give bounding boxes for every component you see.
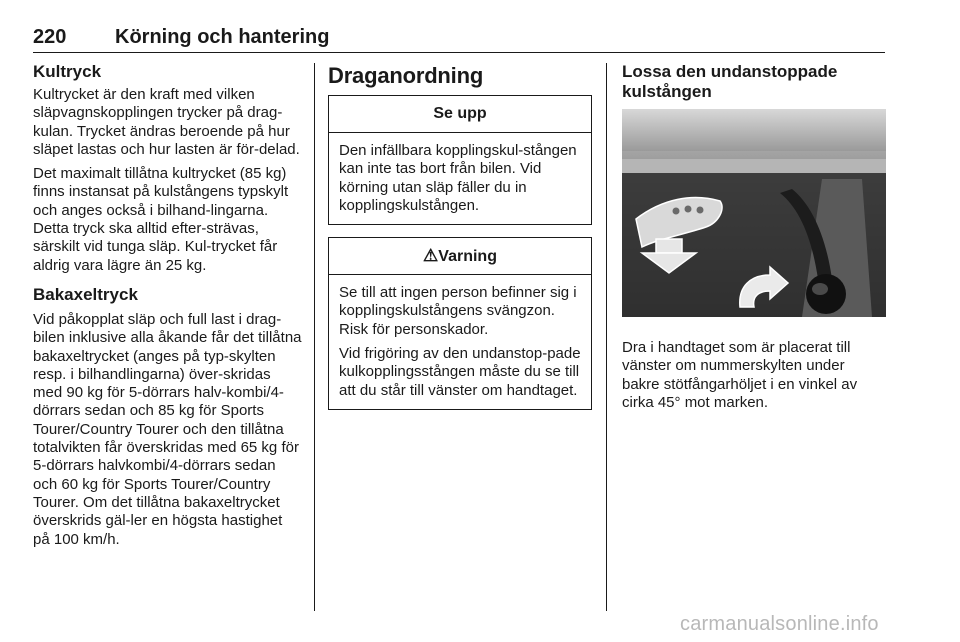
section-title-kultryck: Kultryck <box>33 62 102 81</box>
bakaxel-paragraph: Vid påkopplat släp och full last i drag-bilen inklusive alla åkande får det tillåtna bakaxeltrycket (anges på typ-skylten resp. i bilhandlingarna) över-skridas med 90 kg för 5-dörrars halv-kombi/4-dörrars sedan och 85 kg för Sports Tourer/Country Tourer och den tillåtna totalvikten får överskridas med 65 kg för 5-dörrars halvkombi/4-dörrars sedan och 60 kg för Sports Tourer/Country Tourer. Om det tillåtna bakaxeltrycket överskrids gäl-ler en högsta hastighet på 100 km/h. <box>33 310 302 548</box>
kultryck-paragraph-1: Kultrycket är den kraft med vilken släpvagnskopplingen trycker på drag-kulan. Trycket ändras beroende på hur släpet lastas och hur lasten är för-delad. <box>33 86 300 158</box>
towbar-release-photo <box>622 109 886 317</box>
warning-text-1: Se till att ingen person befinner sig i kopplingskulstångens svängzon. Risk för personskador. <box>339 284 577 338</box>
page-number: 220 <box>33 26 67 48</box>
warning-heading-row <box>329 238 591 275</box>
section-title-bakaxeltryck: Bakaxeltryck <box>33 284 138 304</box>
page-header <box>33 26 885 53</box>
warning-triangle-icon: ⚠ <box>423 246 439 266</box>
column-left <box>33 62 303 549</box>
watermark: carmanualsonline.info <box>680 613 879 635</box>
column-divider-1 <box>314 63 315 611</box>
warning-box <box>328 237 592 410</box>
column-right <box>622 62 886 412</box>
section-title-lossa: Lossa den undanstoppade kulstången <box>622 62 838 101</box>
caution-text: Den infällbara kopplingskul-stången kan inte tas bort från bilen. Vid körning utan släp fäller du in kopplingskulstången. <box>339 142 577 214</box>
column-divider-2 <box>606 63 607 611</box>
warning-text-2: Vid frigöring av den undanstop-pade kulkopplingsstången måste du se till att du står till vänster om handtaget. <box>339 345 581 399</box>
caution-heading: Se upp <box>329 96 591 133</box>
column-middle <box>328 62 592 410</box>
lossa-paragraph: Dra i handtaget som är placerat till vänster om nummerskylten under bakre stötfångarhöljet i en vinkel av cirka 45° mot marken. <box>622 339 858 411</box>
kultryck-paragraph-2: Det maximalt tillåtna kultrycket (85 kg) finns instansat på kulstångens typskylt och anges också i bilhand-lingarna. Detta tryck ska alltid efter-strävas, särskilt vid tunga släp. Kul-trycket får aldrig vara lägre än 25 kg. <box>33 165 289 274</box>
chapter-title: Körning och hantering <box>115 26 330 48</box>
warning-heading: Varning <box>438 248 497 266</box>
caution-box <box>328 95 592 225</box>
section-title-draganordning: Draganordning <box>328 63 484 88</box>
